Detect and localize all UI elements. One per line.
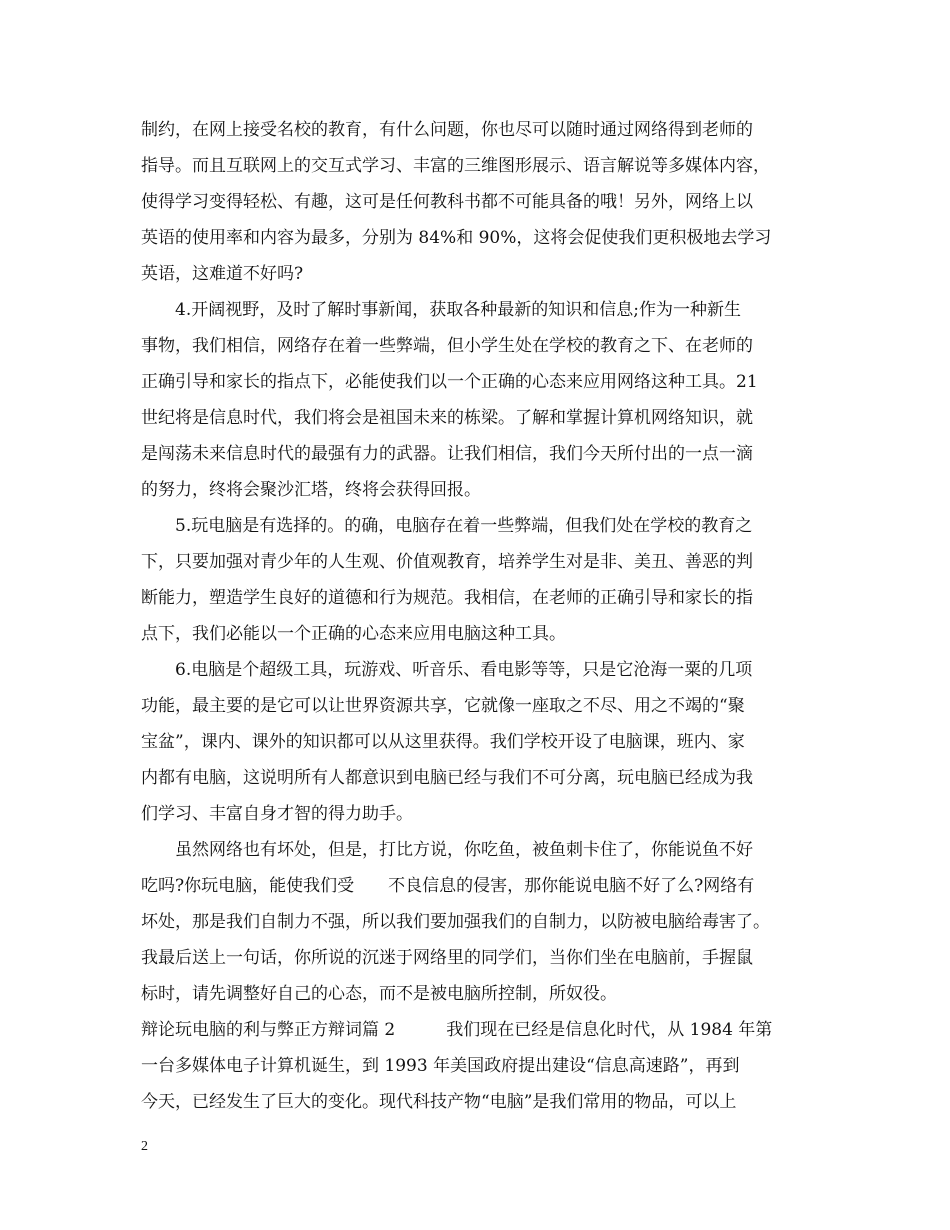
page-number: 2 <box>141 1139 148 1154</box>
text-line: 们学习、丰富自身才智的得力助手。 <box>141 804 413 824</box>
paragraph-start-line: 4.开阔视野，及时了解时事新闻，获取各种最新的知识和信息;作为一种新生 <box>175 300 741 320</box>
text-line: 点下，我们必能以一个正确的心态来应用电脑这种工具。 <box>141 624 566 644</box>
text-line: 的努力，终将会聚沙汇塔，终将会获得回报。 <box>141 480 481 500</box>
text-line: 断能力，塑造学生良好的道德和行为规范。我相信，在老师的正确引导和家长的指 <box>141 588 753 608</box>
text-line: 世纪将是信息时代，我们将会是祖国未来的栋梁。了解和掌握计算机网络知识，就 <box>141 408 753 428</box>
text-line: 标时，请先调整好自己的心态，而不是被电脑所控制，所奴役。 <box>141 984 617 1004</box>
text-line: 事物，我们相信，网络存在着一些弊端，但小学生处在学校的教育之下、在老师的 <box>141 336 753 356</box>
text-line: 内都有电脑，这说明所有人都意识到电脑已经与我们不可分离，玩电脑已经成为我 <box>141 768 753 788</box>
text-line: 吃吗?你玩电脑，能使我们受 不良信息的侵害，那你能说电脑不好了么?网络有 <box>141 876 755 896</box>
text-line: 是闯荡未来信息时代的最强有力的武器。让我们相信，我们今天所付出的一点一滴 <box>141 444 753 464</box>
text-line: 我最后送上一句话，你所说的沉迷于网络里的同学们，当你们坐在电脑前，手握鼠 <box>141 948 753 968</box>
text-line: 一台多媒体电子计算机诞生，到 1993 年美国政府提出建设“信息高速路”，再到 <box>141 1056 740 1076</box>
text-line: 今天，已经发生了巨大的变化。现代科技产物“电脑”是我们常用的物品，可以上 <box>141 1092 737 1112</box>
text-line: 坏处，那是我们自制力不强，所以我们要加强我们的自制力，以防被电脑给毒害了。 <box>141 912 770 932</box>
text-line: 英语，这难道不好吗? <box>141 264 304 284</box>
text-line: 宝盆”，课内、课外的知识都可以从这里获得。我们学校开设了电脑课，班内、家 <box>141 732 745 752</box>
text-line: 正确引导和家长的指点下，必能使我们以一个正确的心态来应用网络这种工具。21 <box>141 372 758 392</box>
text-line: 英语的使用率和内容为最多，分别为 84%和 90%，这将会促使我们更积极地去学习 <box>141 228 772 248</box>
paragraph-start-line: 虽然网络也有坏处，但是，打比方说，你吃鱼，被鱼刺卡住了，你能说鱼不好 <box>175 840 753 860</box>
text-line: 指导。而且互联网上的交互式学习、丰富的三维图形展示、语言解说等多媒体内容， <box>141 156 770 176</box>
text-line: 功能，最主要的是它可以让世界资源共享，它就像一座取之不尽、用之不竭的“聚 <box>141 696 745 716</box>
text-line: 制约，在网上接受名校的教育，有什么问题，你也尽可以随时通过网络得到老师的 <box>141 120 753 140</box>
paragraph-start-line: 5.玩电脑是有选择的。的确，电脑存在着一些弊端，但我们处在学校的教育之 <box>175 516 753 536</box>
paragraph-start-line: 6.电脑是个超级工具，玩游戏、听音乐、看电影等等，只是它沧海一粟的几项 <box>175 660 753 680</box>
section-heading-line: 辩论玩电脑的利与弊正方辩词篇 2 我们现在已经是信息化时代，从 1984 年第 <box>141 1020 773 1040</box>
text-line: 下，只要加强对青少年的人生观、价值观教育，培养学生对是非、美丑、善恶的判 <box>141 552 753 572</box>
text-line: 使得学习变得轻松、有趣，这可是任何教科书都不可能具备的哦！另外，网络上以 <box>141 192 753 212</box>
